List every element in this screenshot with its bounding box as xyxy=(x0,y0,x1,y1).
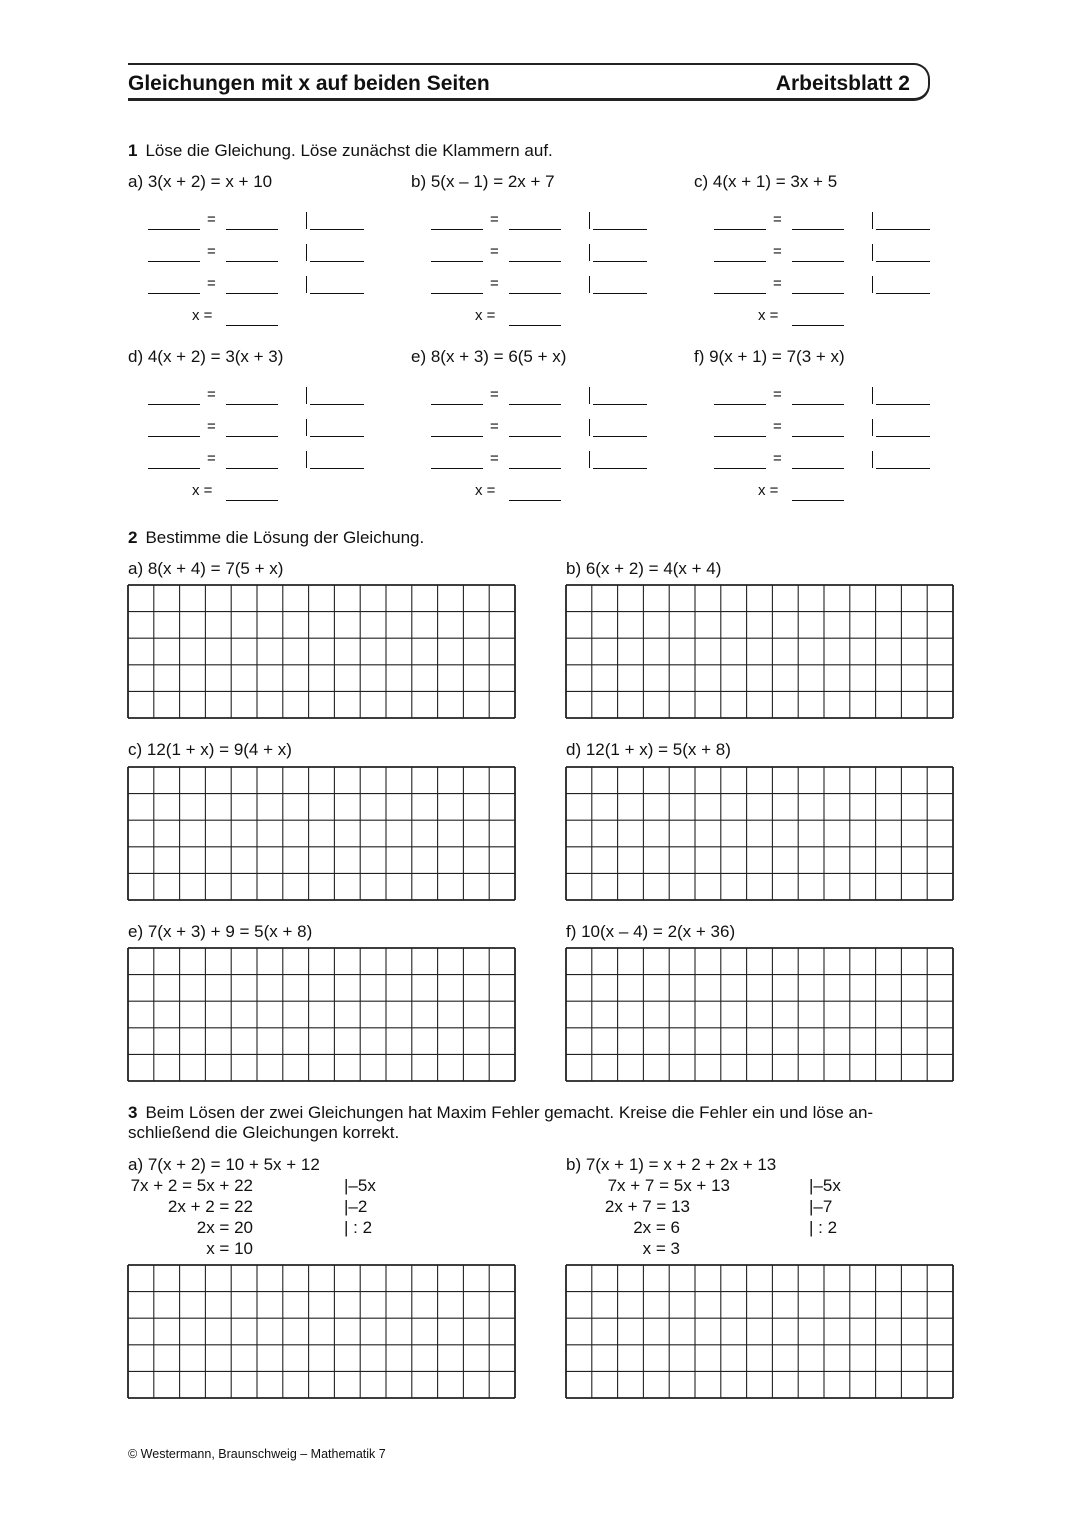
blank-line[interactable] xyxy=(148,229,200,230)
x-equals-label: x = xyxy=(475,482,496,499)
operation-bar xyxy=(872,244,873,261)
task3a-op-1: |–5x xyxy=(344,1176,376,1195)
task3b-op-3: | : 2 xyxy=(809,1218,838,1237)
task3-number: 3 xyxy=(128,1103,138,1122)
operation-blank[interactable] xyxy=(593,436,647,437)
blank-line[interactable] xyxy=(509,293,561,294)
equals-sign: = xyxy=(490,450,499,467)
answer-grid-2e[interactable] xyxy=(127,947,516,1082)
equals-sign: = xyxy=(773,275,782,292)
equals-sign: = xyxy=(207,275,216,292)
blank-line[interactable] xyxy=(431,229,483,230)
task3b-step-1: 7x + 7 = 5x + 13 xyxy=(607,1176,730,1195)
blank-line[interactable] xyxy=(148,261,200,262)
result-blank[interactable] xyxy=(509,325,561,326)
equals-sign: = xyxy=(773,211,782,228)
blank-line[interactable] xyxy=(509,404,561,405)
blank-line[interactable] xyxy=(148,436,200,437)
operation-blank[interactable] xyxy=(310,468,364,469)
blank-line[interactable] xyxy=(509,261,561,262)
task2-equation-d: d) 12(1 + x) = 5(x + 8) xyxy=(566,740,731,759)
operation-bar xyxy=(872,387,873,404)
copyright-footer: © Westermann, Braunschweig – Mathematik 7 xyxy=(128,1447,386,1461)
operation-blank[interactable] xyxy=(876,404,930,405)
blank-line[interactable] xyxy=(148,404,200,405)
task3b-step-4: x = 3 xyxy=(642,1239,680,1258)
x-equals-label: x = xyxy=(758,482,779,499)
operation-bar xyxy=(306,276,307,293)
equals-sign: = xyxy=(490,418,499,435)
task2-number: 2 xyxy=(128,528,138,547)
task3b-op-1: |–5x xyxy=(809,1176,841,1195)
operation-blank[interactable] xyxy=(593,293,647,294)
operation-bar xyxy=(306,419,307,436)
result-blank[interactable] xyxy=(792,325,844,326)
task1-equation-f: f) 9(x + 1) = 7(3 + x) xyxy=(694,347,845,366)
blank-line[interactable] xyxy=(431,293,483,294)
task3a-op-2: |–2 xyxy=(344,1197,368,1216)
operation-blank[interactable] xyxy=(310,404,364,405)
answer-grid-3b[interactable] xyxy=(565,1264,954,1399)
task2-equation-c: c) 12(1 + x) = 9(4 + x) xyxy=(128,740,292,759)
blank-line[interactable] xyxy=(792,293,844,294)
blank-line[interactable] xyxy=(792,468,844,469)
equals-sign: = xyxy=(773,450,782,467)
operation-blank[interactable] xyxy=(876,293,930,294)
operation-bar xyxy=(306,387,307,404)
task3b-step-2: 2x + 7 = 13 xyxy=(604,1197,690,1216)
blank-line[interactable] xyxy=(714,436,766,437)
blank-line[interactable] xyxy=(714,229,766,230)
operation-blank[interactable] xyxy=(876,229,930,230)
blank-line[interactable] xyxy=(714,293,766,294)
blank-line[interactable] xyxy=(148,293,200,294)
blank-line[interactable] xyxy=(226,468,278,469)
task2-heading xyxy=(128,528,424,548)
result-blank[interactable] xyxy=(792,500,844,501)
operation-bar xyxy=(872,419,873,436)
task2-equation-a: a) 8(x + 4) = 7(5 + x) xyxy=(128,559,284,578)
operation-blank[interactable] xyxy=(593,404,647,405)
operation-blank[interactable] xyxy=(593,229,647,230)
operation-bar xyxy=(872,212,873,229)
blank-line[interactable] xyxy=(431,436,483,437)
equals-sign: = xyxy=(490,211,499,228)
operation-bar xyxy=(589,212,590,229)
equals-sign: = xyxy=(207,450,216,467)
blank-line[interactable] xyxy=(792,261,844,262)
task2-equation-b: b) 6(x + 2) = 4(x + 4) xyxy=(566,559,722,578)
answer-grid-3a[interactable] xyxy=(127,1264,516,1399)
task1-number: 1 xyxy=(128,141,138,160)
operation-blank[interactable] xyxy=(876,468,930,469)
operation-bar xyxy=(306,212,307,229)
task3a-step-1: 7x + 2 = 5x + 22 xyxy=(130,1176,253,1195)
operation-bar xyxy=(589,387,590,404)
operation-bar xyxy=(306,451,307,468)
blank-line[interactable] xyxy=(792,436,844,437)
blank-line[interactable] xyxy=(226,404,278,405)
equals-sign: = xyxy=(207,418,216,435)
result-blank[interactable] xyxy=(226,500,278,501)
task2-instruction: Bestimme die Lösung der Gleichung. xyxy=(145,528,425,547)
operation-blank[interactable] xyxy=(876,261,930,262)
equals-sign: = xyxy=(773,386,782,403)
operation-blank[interactable] xyxy=(593,468,647,469)
task2-equation-f: f) 10(x – 4) = 2(x + 36) xyxy=(566,922,736,941)
equals-sign: = xyxy=(207,386,216,403)
x-equals-label: x = xyxy=(758,307,779,324)
task3a-op-3: | : 2 xyxy=(344,1218,373,1237)
answer-grid-2a[interactable] xyxy=(127,584,516,719)
blank-line[interactable] xyxy=(714,404,766,405)
worksheet-title: Gleichungen mit x auf beiden Seiten xyxy=(128,72,490,95)
blank-line[interactable] xyxy=(714,261,766,262)
answer-grid-2b[interactable] xyxy=(565,584,954,719)
x-equals-label: x = xyxy=(475,307,496,324)
task1-equation-a: a) 3(x + 2) = x + 10 xyxy=(128,172,273,191)
operation-bar xyxy=(872,451,873,468)
operation-blank[interactable] xyxy=(876,436,930,437)
operation-blank[interactable] xyxy=(310,261,364,262)
x-equals-label: x = xyxy=(192,307,213,324)
blank-line[interactable] xyxy=(509,229,561,230)
task3-equation-a: a) 7(x + 2) = 10 + 5x + 12 xyxy=(128,1155,320,1174)
operation-blank[interactable] xyxy=(310,436,364,437)
blank-line[interactable] xyxy=(226,261,278,262)
operation-blank[interactable] xyxy=(310,293,364,294)
result-blank[interactable] xyxy=(509,500,561,501)
task3-instruction-line2: schließend die Gleichungen korrekt. xyxy=(128,1123,400,1142)
task1-equation-e: e) 8(x + 3) = 6(5 + x) xyxy=(411,347,567,366)
answer-grid-2f[interactable] xyxy=(565,947,954,1082)
result-blank[interactable] xyxy=(226,325,278,326)
task1-instruction: Löse die Gleichung. Löse zunächst die Klammern auf. xyxy=(145,141,553,160)
blank-line[interactable] xyxy=(714,468,766,469)
answer-grid-2c[interactable] xyxy=(127,766,516,901)
task3b-op-2: |–7 xyxy=(809,1197,833,1216)
answer-grid-2d[interactable] xyxy=(565,766,954,901)
worksheet-header xyxy=(128,63,930,101)
blank-line[interactable] xyxy=(226,293,278,294)
operation-bar xyxy=(306,244,307,261)
task3-heading xyxy=(128,1103,938,1143)
equals-sign: = xyxy=(207,243,216,260)
task3a-step-2: 2x + 2 = 22 xyxy=(167,1197,253,1216)
operation-blank[interactable] xyxy=(310,229,364,230)
task1-heading xyxy=(128,141,553,161)
blank-line[interactable] xyxy=(226,229,278,230)
operation-bar xyxy=(589,244,590,261)
equals-sign: = xyxy=(490,243,499,260)
equals-sign: = xyxy=(773,243,782,260)
equals-sign: = xyxy=(207,211,216,228)
task1-equation-d: d) 4(x + 2) = 3(x + 3) xyxy=(128,347,284,366)
blank-line[interactable] xyxy=(148,468,200,469)
task1-equation-b: b) 5(x – 1) = 2x + 7 xyxy=(411,172,555,191)
equals-sign: = xyxy=(490,275,499,292)
operation-bar xyxy=(589,276,590,293)
operation-bar xyxy=(589,451,590,468)
task1-equation-c: c) 4(x + 1) = 3x + 5 xyxy=(694,172,838,191)
blank-line[interactable] xyxy=(509,436,561,437)
task3-instruction-line1: Beim Lösen der zwei Gleichungen hat Maxim Fehler gemacht. Kreise die Fehler ein und löse an- xyxy=(145,1103,874,1122)
operation-bar xyxy=(589,419,590,436)
blank-line[interactable] xyxy=(792,404,844,405)
x-equals-label: x = xyxy=(192,482,213,499)
task3a-step-4: x = 10 xyxy=(206,1239,253,1258)
blank-line[interactable] xyxy=(509,468,561,469)
blank-line[interactable] xyxy=(792,229,844,230)
task3b-step-3: 2x = 6 xyxy=(633,1218,680,1237)
task2-equation-e: e) 7(x + 3) + 9 = 5(x + 8) xyxy=(128,922,313,941)
task3-equation-b: b) 7(x + 1) = x + 2 + 2x + 13 xyxy=(566,1155,777,1174)
task3a-step-3: 2x = 20 xyxy=(196,1218,253,1237)
equals-sign: = xyxy=(490,386,499,403)
worksheet-number: Arbeitsblatt 2 xyxy=(775,72,910,95)
blank-line[interactable] xyxy=(226,436,278,437)
blank-line[interactable] xyxy=(431,468,483,469)
blank-line[interactable] xyxy=(431,261,483,262)
operation-bar xyxy=(872,276,873,293)
operation-blank[interactable] xyxy=(593,261,647,262)
blank-line[interactable] xyxy=(431,404,483,405)
equals-sign: = xyxy=(773,418,782,435)
